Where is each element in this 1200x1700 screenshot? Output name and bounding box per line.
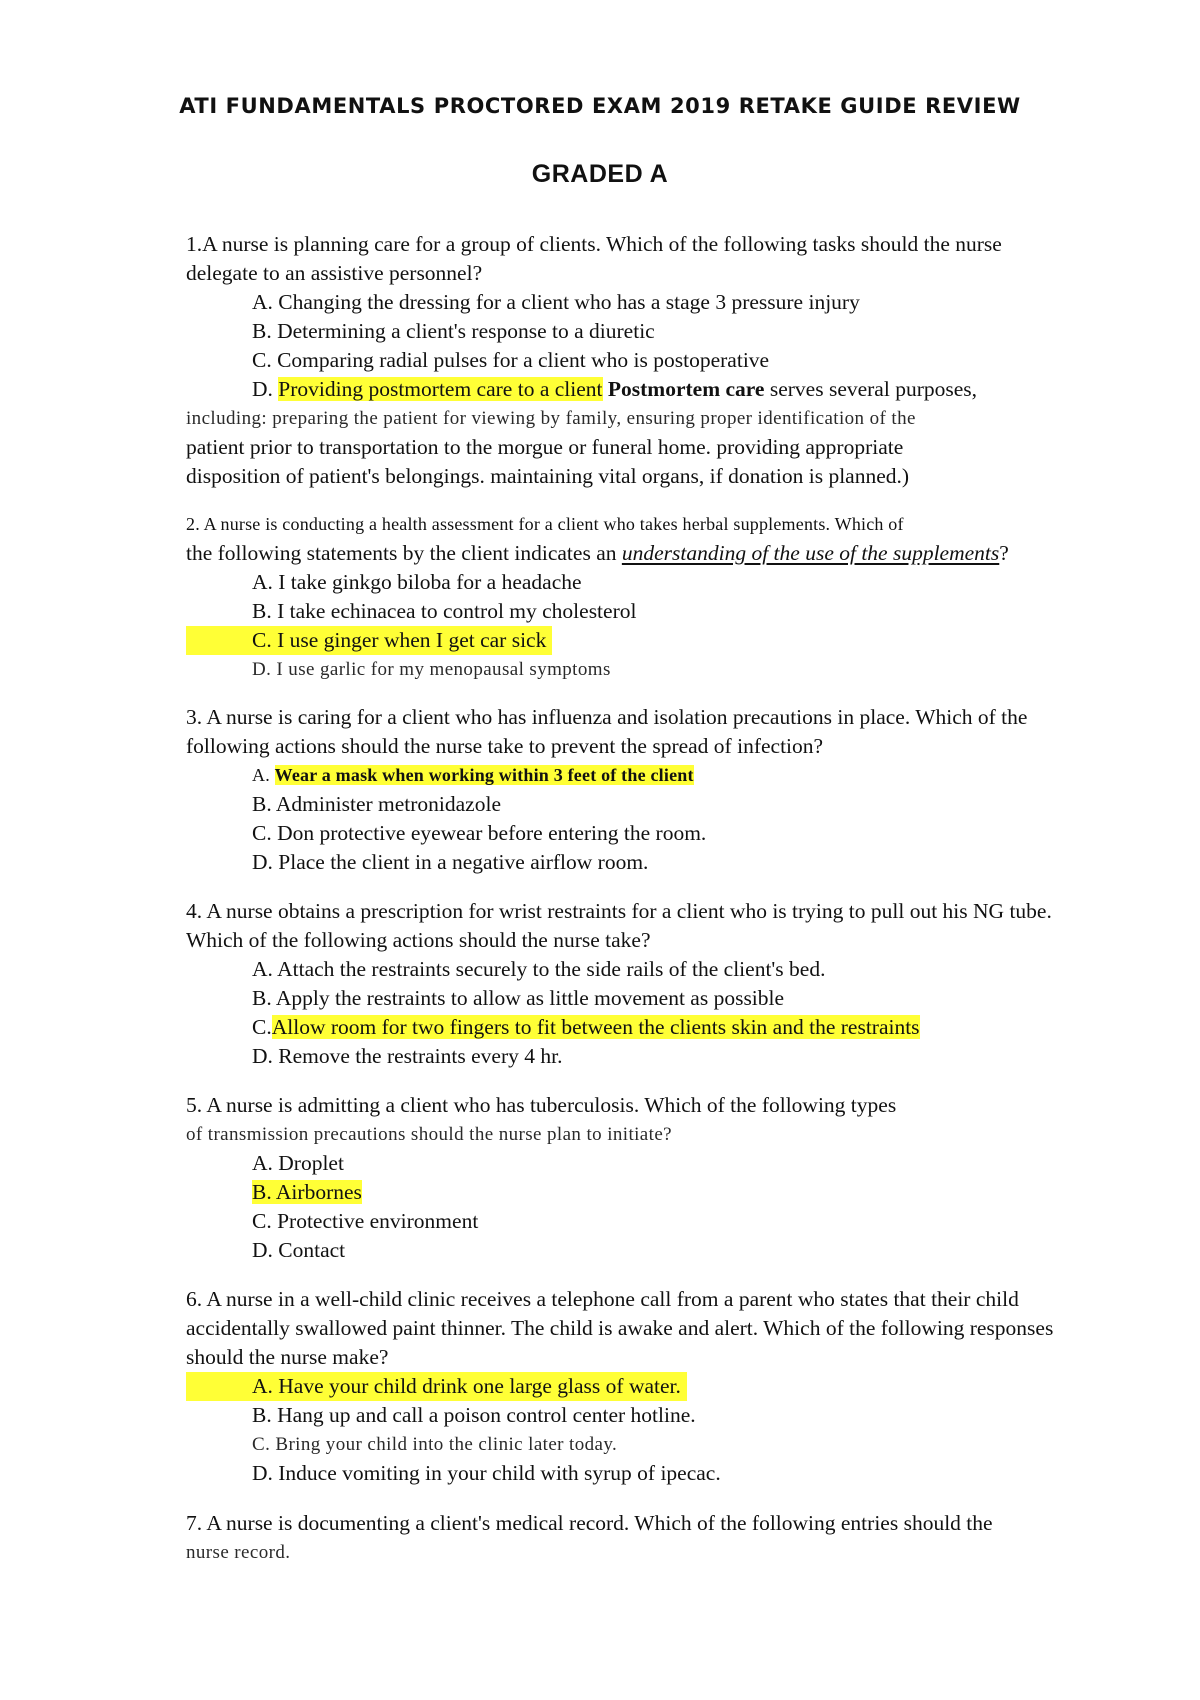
highlighted-answer: Allow room for two fingers to fit between the clients skin and the restraints xyxy=(271,1015,920,1039)
question-stem: 6. A nurse in a well-child clinic receives a telephone call from a parent who states that their child accidentally swallowed paint thinner. The child is awake and alert. Which of the following responses should the nurse make? xyxy=(186,1287,1054,1369)
question-stem-line: nurse record. xyxy=(186,1542,291,1563)
question-1 xyxy=(186,230,1056,491)
option-a-answer xyxy=(186,1372,1066,1401)
highlighted-answer: C. I use ginger when I get car sick xyxy=(186,626,552,655)
option-a: A. Attach the restraints securely to the side rails of the client's bed. xyxy=(252,957,826,981)
question-stem-line: 5. A nurse is admitting a client who has tuberculosis. Which of the following types xyxy=(186,1093,897,1117)
option-b: B. Hang up and call a poison control center hotline. xyxy=(252,1403,696,1427)
option-letter: C. xyxy=(252,1015,272,1039)
option-c: C. Protective environment xyxy=(252,1209,479,1233)
explanation-line: disposition of patient's belongings. maintaining vital organs, if donation is planned.) xyxy=(186,464,910,488)
question-2 xyxy=(186,510,1066,684)
option-d-answer xyxy=(186,375,1056,404)
option-c: C. Bring your child into the clinic later today. xyxy=(252,1434,618,1455)
document-subtitle: GRADED A xyxy=(531,160,669,188)
option-c-answer xyxy=(186,626,1066,655)
explanation-line: including: preparing the patient for viewing by family, ensuring proper identification of the xyxy=(186,408,916,429)
highlighted-answer: B. Airbornes xyxy=(252,1180,362,1204)
highlighted-answer: Providing postmortem care to a client xyxy=(278,377,603,401)
option-d: D. Remove the restraints every 4 hr. xyxy=(252,1044,563,1068)
option-a: A. Changing the dressing for a client who has a stage 3 pressure injury xyxy=(252,290,860,314)
option-d: D. Place the client in a negative airflow room. xyxy=(252,850,649,874)
question-stem: 4. A nurse obtains a prescription for wrist restraints for a client who is trying to pull out his NG tube. Which of the following actions should the nurse take? xyxy=(186,899,1052,952)
option-a-answer xyxy=(186,761,1056,790)
stem-text: the following statements by the client indicates an xyxy=(186,541,622,565)
option-c-answer xyxy=(186,1013,1056,1042)
option-letter: D. xyxy=(252,377,273,401)
stem-emphasis: understanding of the use of the supplements xyxy=(621,541,1000,565)
question-5 xyxy=(186,1091,1056,1265)
option-c: C. Don protective eyewear before entering the room. xyxy=(252,821,707,845)
question-4 xyxy=(186,897,1056,1071)
option-d: D. Induce vomiting in your child with syrup of ipecac. xyxy=(252,1461,721,1485)
option-b: B. Determining a client's response to a diuretic xyxy=(252,319,655,343)
option-b: B. I take echinacea to control my cholesterol xyxy=(252,599,637,623)
option-b-answer xyxy=(186,1178,1056,1207)
option-a: A. I take ginkgo biloba for a headache xyxy=(252,570,582,594)
option-d: D. Contact xyxy=(252,1238,346,1262)
highlighted-answer: Wear a mask when working within 3 feet of the client xyxy=(274,765,694,785)
question-6 xyxy=(186,1285,1066,1488)
question-stem-line: 2. A nurse is conducting a health assessment for a client who takes herbal supplements. Which of xyxy=(186,514,904,534)
question-stem: 1.A nurse is planning care for a group of clients. Which of the following tasks should the nurse delegate to an assistive personnel? xyxy=(186,232,1002,285)
question-stem-line: of transmission precautions should the nurse plan to initiate? xyxy=(186,1124,672,1145)
question-stem-line xyxy=(186,539,1066,568)
explanation-start: serves several purposes, xyxy=(769,377,978,401)
question-stem: 3. A nurse is caring for a client who has influenza and isolation precautions in place. Which of the following actions should the nurse take to prevent the spread of infection? xyxy=(186,705,1028,758)
highlighted-answer: A. Have your child drink one large glass of water. xyxy=(186,1372,687,1401)
explanation-line: patient prior to transportation to the morgue or funeral home. providing appropriate xyxy=(186,435,904,459)
explanation-bold: Postmortem care xyxy=(607,377,765,401)
document-title: ATI FUNDAMENTALS PROCTORED EXAM 2019 RETAKE GUIDE REVIEW xyxy=(179,94,1021,118)
option-b: B. Administer metronidazole xyxy=(252,792,501,816)
option-b: B. Apply the restraints to allow as little movement as possible xyxy=(252,986,785,1010)
option-c: C. Comparing radial pulses for a client who is postoperative xyxy=(252,348,770,372)
question-3 xyxy=(186,703,1056,877)
option-a: A. Droplet xyxy=(252,1151,344,1175)
stem-text: ? xyxy=(999,541,1009,565)
option-letter: A. xyxy=(252,765,270,785)
question-stem-line: 7. A nurse is documenting a client's medical record. Which of the following entries should the xyxy=(186,1511,993,1535)
question-7 xyxy=(186,1509,1056,1567)
option-d: D. I use garlic for my menopausal symptoms xyxy=(252,659,611,680)
